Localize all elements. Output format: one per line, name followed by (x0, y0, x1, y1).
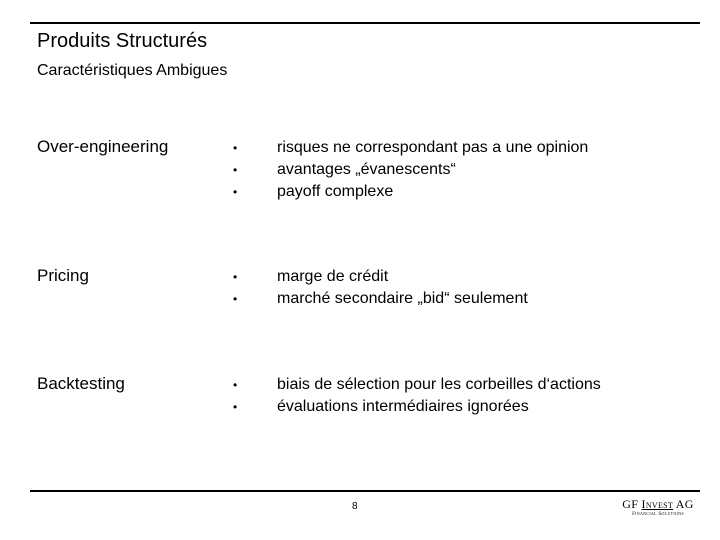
list-item: payoff complexe (277, 183, 394, 200)
bottom-rule (30, 490, 700, 492)
list-item: marché secondaire „bid“ seulement (277, 290, 528, 307)
bullet-icon: • (233, 378, 238, 392)
slide-title: Produits Structurés (37, 30, 208, 52)
bullet-icon: • (233, 141, 238, 155)
section-label: Over-engineering (37, 137, 169, 156)
section-items (277, 374, 601, 418)
list-item: marge de crédit (277, 268, 389, 285)
list-item: avantages „évanescents“ (277, 161, 456, 178)
bullet-icon: • (233, 270, 238, 284)
bullet-icon: • (233, 400, 238, 414)
logo-wordmark (608, 497, 708, 511)
bullet-icon: • (233, 163, 238, 177)
bullet-column (233, 137, 237, 203)
page-number: 8 (352, 501, 358, 512)
list-item: risques ne correspondant pas a une opinion (277, 139, 589, 156)
logo-text-invest: Invest (641, 497, 674, 511)
logo-tagline: Financial Solutions (632, 512, 684, 517)
section-label: Pricing (37, 266, 89, 285)
logo-text-gf: GF (622, 497, 642, 511)
section-items (277, 137, 588, 203)
company-logo (608, 497, 708, 519)
list-item: évaluations intermédiaires ignorées (277, 398, 529, 415)
top-rule (30, 22, 700, 24)
bullet-icon: • (233, 292, 238, 306)
bullet-column (233, 266, 237, 310)
bullet-icon: • (233, 185, 238, 199)
bullet-column (233, 374, 237, 418)
slide-subtitle: Caractéristiques Ambigues (37, 62, 228, 79)
section-items (277, 266, 528, 310)
logo-text-ag: AG (673, 497, 694, 511)
list-item: biais de sélection pour les corbeilles d‘actions (277, 376, 601, 393)
section-label: Backtesting (37, 374, 125, 393)
